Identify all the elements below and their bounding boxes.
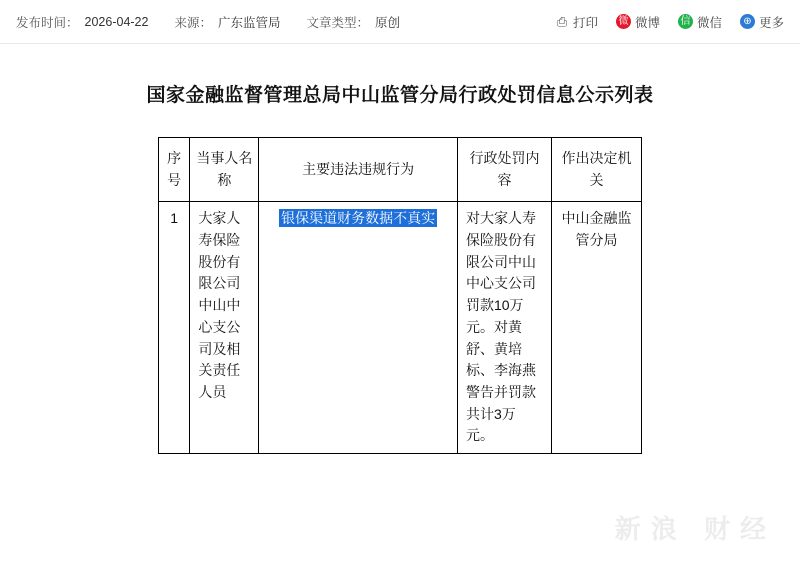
publish-time-value: 2026-04-22 — [84, 14, 149, 29]
weibo-share-button[interactable] — [616, 13, 660, 31]
more-icon: ⊕ — [740, 14, 755, 29]
article-type-label: 文章类型： — [306, 15, 370, 30]
article-type-value: 原创 — [375, 15, 401, 30]
article-meta-bar — [0, 0, 800, 44]
cell-act — [259, 202, 458, 454]
article-type — [307, 13, 401, 31]
th-act: 主要违法违规行为 — [259, 138, 458, 202]
publish-time-label: 发布时间： — [16, 15, 79, 30]
source-value: 广东监管局 — [217, 15, 281, 30]
table-header-row — [159, 138, 642, 202]
table-head — [159, 138, 642, 202]
cell-punishment: 对大家人寿保险股份有限公司中山中心支公司罚款10万元。对黄舒、黄培标、李海燕警告并罚款共计3万元。 — [457, 202, 551, 454]
share-group — [555, 13, 784, 31]
th-no: 序号 — [159, 138, 190, 202]
wechat-share-button[interactable] — [678, 13, 722, 31]
table-body — [159, 202, 642, 454]
weibo-label: 微博 — [634, 15, 660, 30]
punishment-table — [158, 137, 642, 454]
wechat-icon: 信 — [678, 14, 693, 29]
print-button[interactable] — [555, 13, 598, 31]
more-share-button[interactable] — [740, 13, 784, 31]
table-row — [159, 202, 642, 454]
selected-text-highlight[interactable]: 银保渠道财务数据不真实 — [281, 210, 436, 227]
cell-party: 大家人寿保险股份有限公司中山中心支公司及相关责任人员 — [190, 202, 259, 454]
wechat-label: 微信 — [696, 15, 722, 30]
more-label: 更多 — [758, 15, 784, 30]
print-label: 打印 — [572, 15, 598, 30]
th-party: 当事人名称 — [190, 138, 259, 202]
th-punishment: 行政处罚内容 — [457, 138, 551, 202]
punishment-table-wrapper — [0, 137, 800, 454]
page-title: 国家金融监督管理总局中山监管分局行政处罚信息公示列表 — [146, 85, 654, 106]
meta-left-group — [16, 13, 555, 31]
weibo-icon: 微 — [616, 14, 631, 29]
watermark: 新浪 财经 — [614, 514, 776, 544]
th-organ: 作出决定机关 — [552, 138, 642, 202]
source — [174, 13, 280, 31]
source-label: 来源： — [174, 15, 212, 30]
cell-organ: 中山金融监管分局 — [552, 202, 642, 454]
cell-no: 1 — [159, 202, 190, 454]
printer-icon: ⎙ — [556, 14, 568, 29]
publish-time — [16, 13, 148, 31]
